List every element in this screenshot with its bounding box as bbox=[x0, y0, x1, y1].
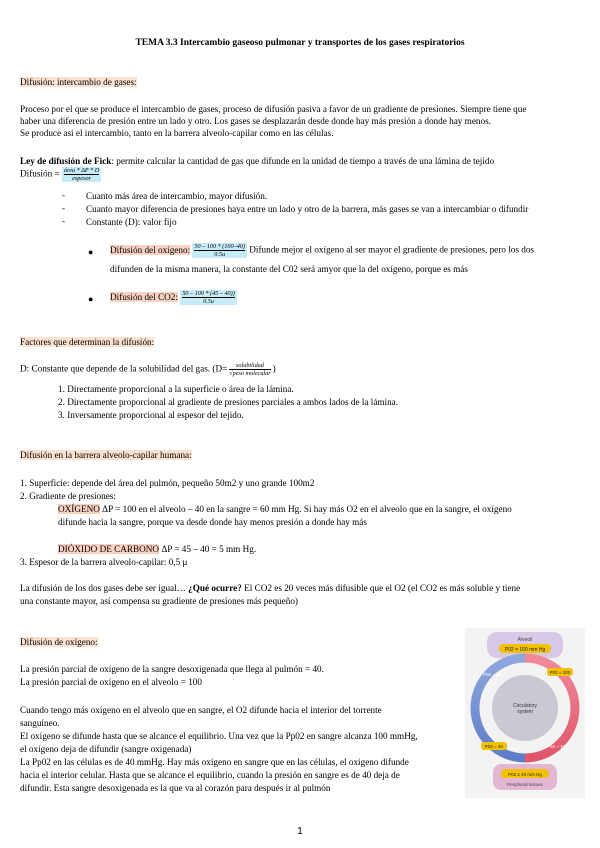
alveoli-pressure: P02 = 100 mm Hg bbox=[504, 647, 546, 653]
circulatory-label-1: Circulatory bbox=[513, 703, 537, 709]
page-title: TEMA 3.3 Intercambio gaseoso pulmonar y transportes de los gases respiratorios bbox=[135, 38, 465, 48]
alveoli-label: Alveoli bbox=[517, 637, 533, 643]
oxigeno-line6: el oxígeno deja de difundir (sangre oxigenada) bbox=[20, 744, 192, 754]
tissues-pressure: P02 ≤ 40 mm Hg bbox=[508, 772, 542, 777]
section-heading-factores: Factores que determinan la difusión: bbox=[20, 337, 155, 347]
fick-formula-fraction: $\frac{\text{área * ΔP * D}}{\text{espesor}}$ bbox=[63, 167, 100, 182]
factor-item-3: 3. Inversamente proporcional al espesor del tejido. bbox=[58, 410, 244, 420]
fick-item-3: Constante (D): valor fijo bbox=[86, 217, 177, 227]
left-bottom-pressure: P02 = 40 bbox=[484, 744, 504, 749]
bullet-icon: ● bbox=[88, 247, 94, 257]
right-top-pressure: P02 = 100 bbox=[549, 670, 571, 675]
oxygen-gradient-line: OXÍGENO ΔP = 100 en el alveolo – 40 en la sangre = 60 mm Hg. Si hay más O2 en el alveolo que en la sangre, el oxígeno bbox=[58, 504, 512, 514]
factor-item-2: 2. Directamente proporcional al gradiente de presiones parciales a ambos lados de la lámina. bbox=[58, 397, 399, 407]
fick-law-term: Ley de difusión de Fick bbox=[20, 156, 112, 166]
fick-law-line: Ley de difusión de Fick: permite calcular la cantidad de gas que difunde en la unidad de tiempo a través de una lámina de tejido bbox=[20, 156, 495, 166]
constant-d-line: D: Constante que depende de la solubilidad del gas. (D= $\frac{\text{solubilidad}}{\text{√peso molecular}}$) bbox=[20, 362, 276, 377]
section-heading-oxigeno: Difusión de oxígeno: bbox=[20, 637, 98, 647]
barrera-conclusion-line2: una constante mayor, así compensa su gradiente de presiones más pequeño) bbox=[20, 596, 298, 606]
page-number: 1 bbox=[297, 826, 303, 837]
tissues-label: Peripheral tissues bbox=[507, 782, 543, 787]
co2-diffusion-line: Difusión del CO2: $\frac{50 - 100 * (45 - 40))}{0.5u}$ bbox=[110, 290, 235, 305]
barrera-conclusion-line1: La difusión de los dos gases debe ser igual… ¿Qué ocurre? El CO2 es 20 veces más difusible que el O2 (el CO2 es más soluble y tiene bbox=[20, 583, 521, 593]
oxygen-diffusion-line2: difunden de la misma manera, la constante del C02 será amyor que la del oxígeno, porque es más bbox=[110, 264, 468, 274]
oxigeno-line4: sanguíneo. bbox=[20, 718, 60, 728]
oxigeno-line3: Cuando tengo más oxígeno en el alveolo que en sangre, el O2 difunde hacia el interior del torrente bbox=[20, 705, 382, 715]
gas-exchange-diagram bbox=[465, 628, 585, 798]
oxigeno-line5: El oxígeno se difunde hasta que se alcance el equilibrio. Una vez que la Pp02 en sangre alcanza 100 mmHg, bbox=[20, 731, 418, 741]
right-bottom-pressure: P02 = 100 bbox=[547, 744, 568, 749]
section-heading-difusion: Difusión: intercambio de gases: bbox=[20, 77, 137, 87]
section-heading-barrera: Difusión en la barrera alveolo-capilar humana: bbox=[20, 450, 192, 460]
fick-item-1: Cuanto más área de intercambio, mayor difusión. bbox=[86, 191, 268, 201]
oxygen-formula: $\frac{50 - 100 * (100-40)}{0.5u}$ bbox=[194, 243, 245, 258]
co2-formula: $\frac{50 - 100 * (45 - 40))}{0.5u}$ bbox=[182, 290, 235, 305]
difusion-paragraph-line3: Se produce así el intercambio, tanto en la barrera alveolo-capilar como en las células. bbox=[20, 128, 334, 138]
factor-item-1: 1. Directamente proporcional a la superficie o área de la lámina. bbox=[58, 384, 294, 394]
oxygen-gradient-line2: difunde hacia la sangre, porque va desde donde hay menos presión a donde hay más bbox=[58, 517, 367, 527]
constant-d-formula: $\frac{\text{solubilidad}}{\text{√peso molecular}}$ bbox=[229, 362, 271, 377]
barrera-item-2: 2. Gradiente de presiones: bbox=[20, 491, 116, 501]
oxygen-diffusion-line: Difusión del oxígeno: $\frac{50 - 100 * (100-40)}{0.5u}$ Difunde mejor el oxígeno al ser mayor el gradiente de presiones, pero los dos bbox=[110, 243, 534, 258]
oxigeno-line9: difundir. Esta sangre desoxigenada es la que va al corazón para después ir al pulmón bbox=[20, 783, 331, 793]
left-top-pressure: P02 = 40 bbox=[483, 672, 502, 677]
barrera-item-1: 1. Superficie: depende del área del pulmón, pequeño 50m2 y uno grande 100m2 bbox=[20, 478, 315, 488]
oxigeno-line8: hacia el interior celular. Hasta que se alcance el equilibrio, cuando la presión en sangre es de 40 deja de bbox=[20, 770, 400, 780]
fick-item-2: Cuanto mayor diferencia de presiones haya entre un lado y otro de la barrera, más gases se van a intercambiar o difundir bbox=[86, 204, 529, 214]
difusion-paragraph-line2: haber una diferencia de presión entre un lado y otro. Los gases se desplazarán desde donde hay más presión a donde hay menos. bbox=[20, 116, 491, 126]
fick-formula: Difusión = $\frac{\text{área * ΔP * D}}{\text{espesor}}$ bbox=[20, 167, 100, 182]
oxigeno-line7: La Pp02 en las células es de 40 mmHg. Hay más oxígeno en sangre que en las células, el oxígeno difunde bbox=[20, 757, 409, 767]
difusion-paragraph-line1: Proceso por el que se produce el intercambio de gases, proceso de difusión pasiva a favor de un gradiente de presiones. Siempre tiene que bbox=[20, 104, 527, 114]
barrera-item-3: 3. Espesor de la barrera alveolo-capilar: 0,5 μ bbox=[20, 557, 188, 567]
co2-gradient-line: DIÓXIDO DE CARBONO ΔP = 45 – 40 = 5 mm Hg. bbox=[58, 544, 257, 554]
circulatory-label-2: system bbox=[517, 709, 533, 715]
oxigeno-line1: La presión parcial de oxígeno de la sangre desoxigenada que llega al pulmón = 40. bbox=[20, 664, 324, 674]
bullet-icon: ● bbox=[88, 294, 94, 304]
oxigeno-line2: La presión parcial de oxígeno en el alveolo = 100 bbox=[20, 677, 202, 687]
